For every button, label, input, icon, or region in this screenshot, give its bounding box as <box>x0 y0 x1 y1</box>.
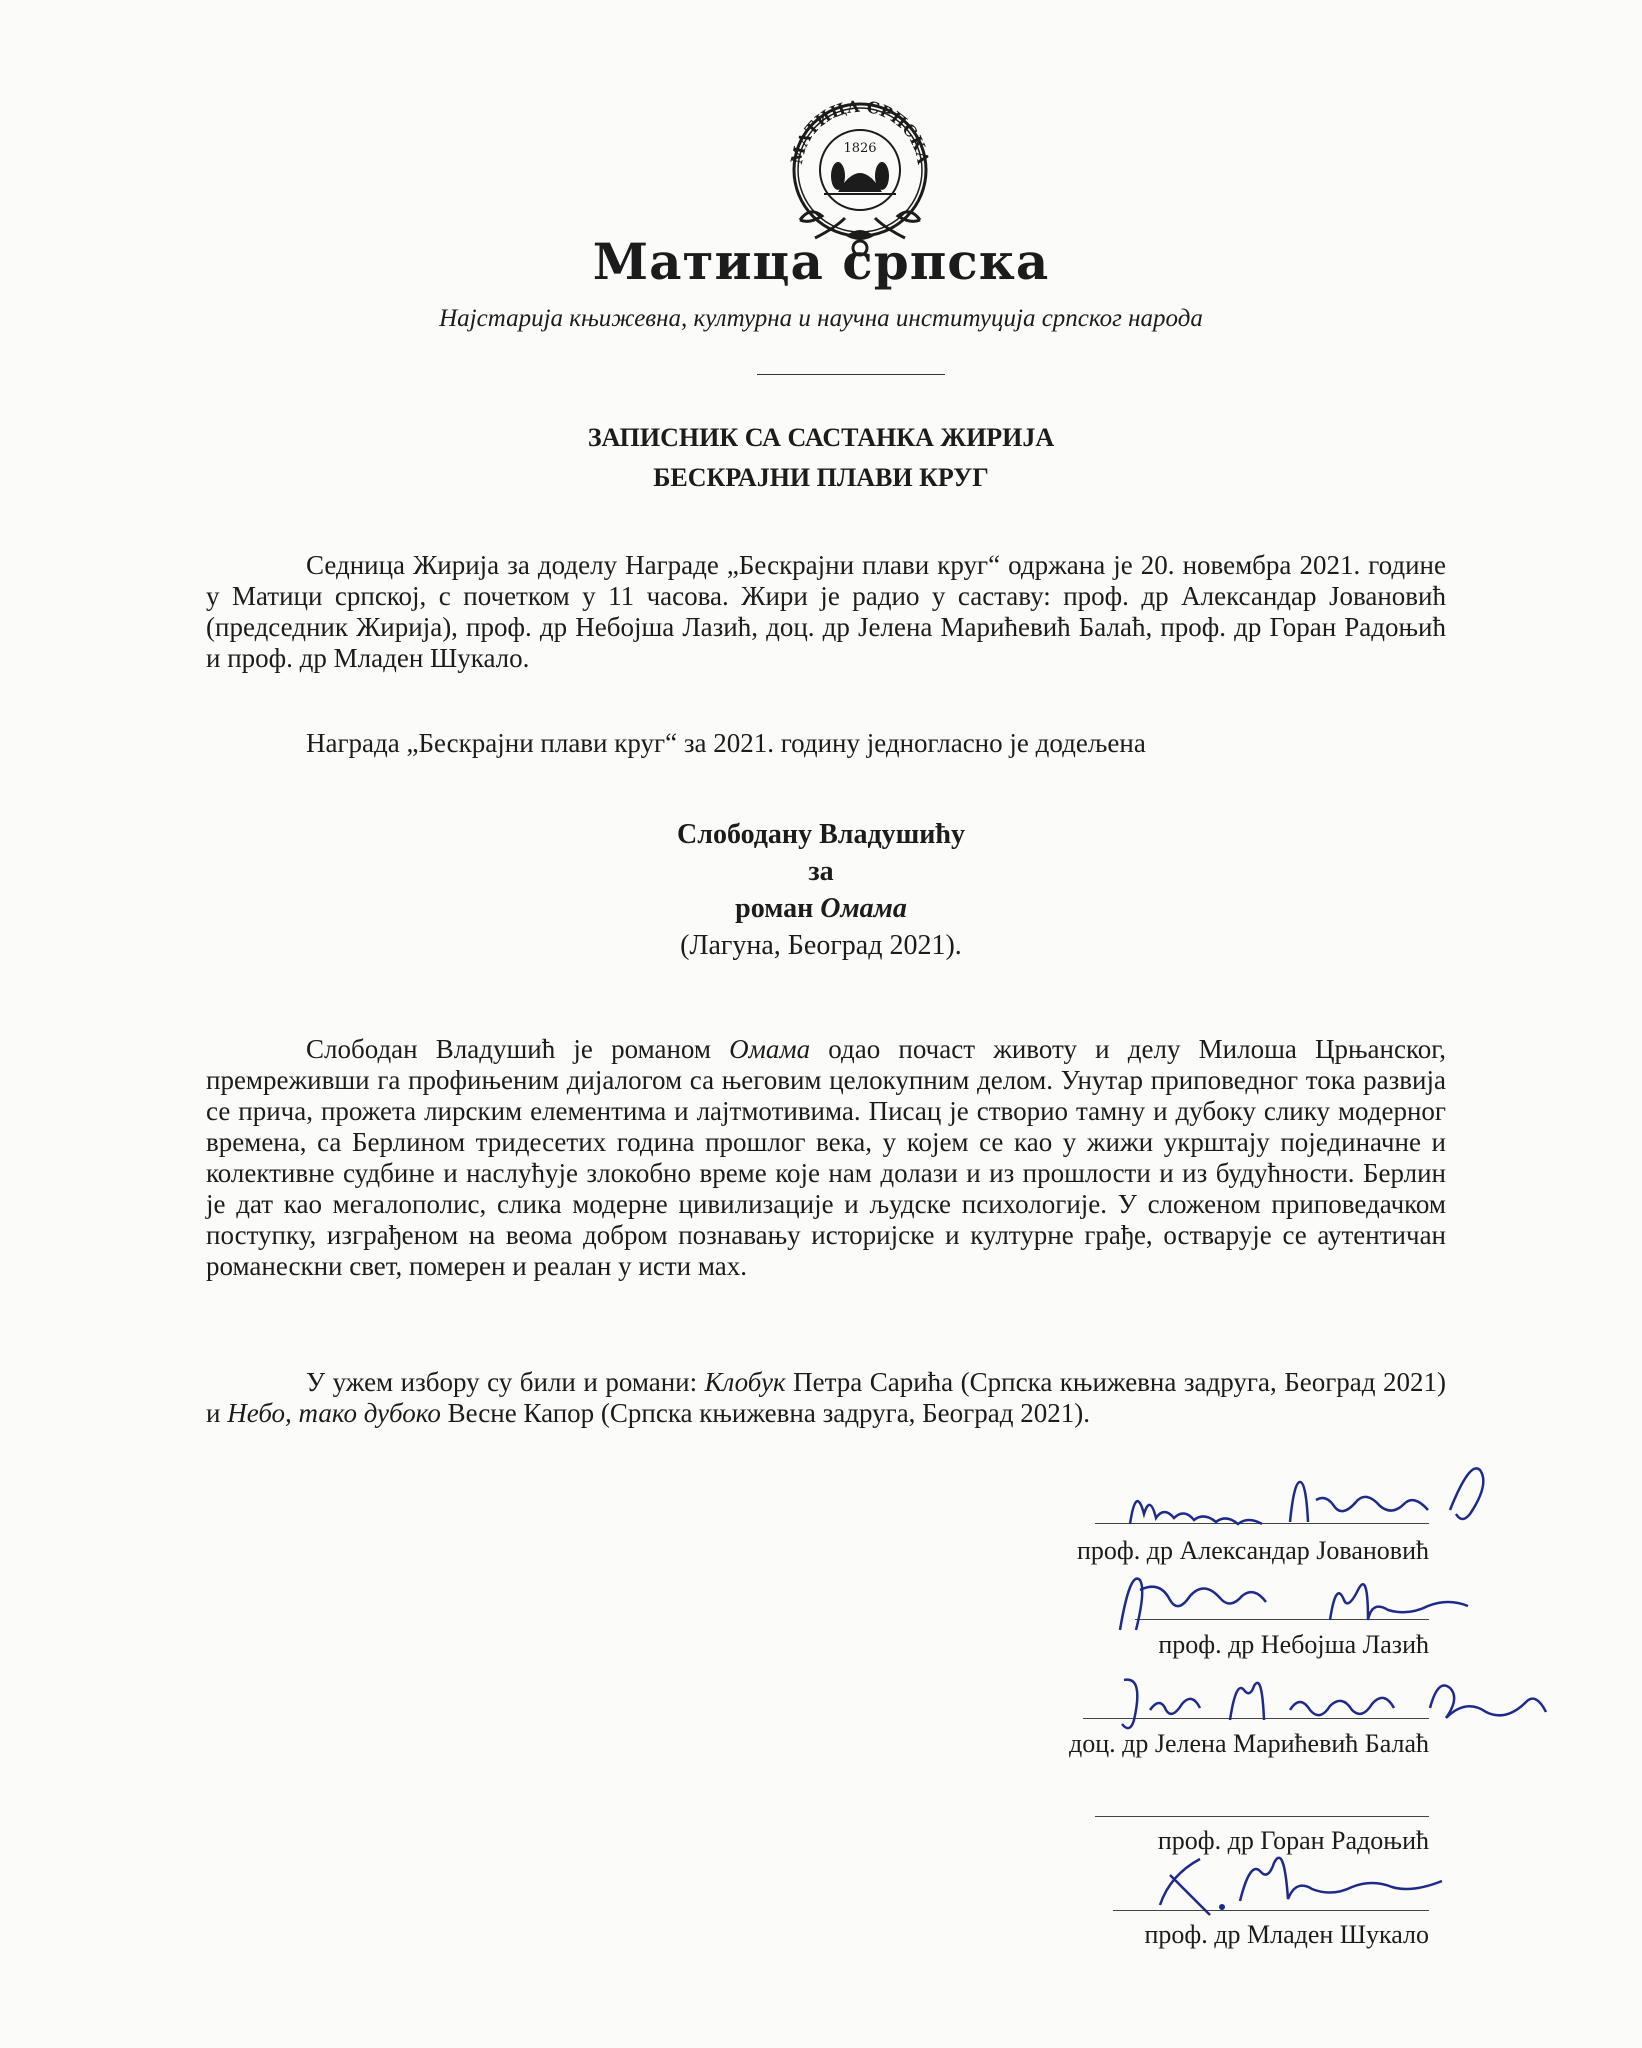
rationale-text-1: Слободан Владушић је романом <box>306 1034 730 1064</box>
shortlist-text-1: У ужем избору су били и романи: <box>306 1367 705 1397</box>
signatory-5: проф. др Младен Шукало <box>1144 1920 1429 1949</box>
paragraph-award: Награда „Бескрајни плави круг“ за 2021. годину једногласно је додељена <box>306 728 1146 758</box>
award-for: за <box>808 856 834 887</box>
signatory-1: проф. др Александар Јовановић <box>1076 1536 1429 1565</box>
award-block <box>0 816 1642 964</box>
shortlist-text-3: Весне Капор (Српска књижевна задруга, Београд 2021). <box>440 1398 1090 1428</box>
shortlist-book-1: Клобук <box>704 1367 786 1397</box>
award-novel-prefix: роман <box>735 893 821 924</box>
award-publisher: (Лагуна, Београд 2021). <box>680 930 962 961</box>
signature-jovanovic <box>1120 1460 1520 1540</box>
signature-maricevic-balac <box>1110 1660 1590 1740</box>
shortlist-text-2: Петра Сарића (Српска књижевна задруга, Београд 2021) и <box>206 1367 1446 1428</box>
award-novel <box>0 890 1642 927</box>
signatory-3: доц. др Јелена Марићевић Балаћ <box>1068 1729 1429 1758</box>
organization-name: Матица српска <box>592 232 1050 291</box>
paragraph-shortlist <box>206 1367 1446 1429</box>
organization-tagline: Најстарија књижевна, културна и научна институција српског народа <box>439 305 1203 332</box>
seal-arc-text: МАТИЦА СРПСКА <box>786 96 933 166</box>
signatory-4: проф. др Горан Радоњић <box>1157 1826 1429 1855</box>
signature-sukalo <box>1140 1845 1540 1925</box>
rationale-novel-title: Омама <box>729 1034 811 1064</box>
paragraph-session: Седница Жирија за доделу Награде „Бескрајни плави круг“ одржана је 20. новембра 2021. године у Матици српској, с почетком у 11 часова. Жири је радио у саставу: проф. др Александар Јовановић (председник Жирија), проф. др Небојша Лазић, доц. др Јелена Марићевић Балаћ, проф. др Горан Радоњић и проф. др Младен Шукало. <box>206 550 1446 673</box>
award-recipient: Слободану Владушићу <box>677 819 965 850</box>
title-line-1: ЗАПИСНИК СА САСТАНКА ЖИРИЈА <box>587 423 1055 452</box>
award-novel-title: Омама <box>820 893 907 924</box>
signature-lazic <box>1100 1560 1540 1640</box>
paragraph-rationale <box>206 1034 1446 1282</box>
seal-year: 1826 <box>843 141 877 156</box>
shortlist-book-2: Небо, тако дубоко <box>227 1398 441 1428</box>
rationale-text-2: одао почаст животу и делу Милоша Црњанског, премреживши га профињеним дијалогом са његовим целокупним делом. Унутар приповедног тока развија се прича, прожета лирским елементима и лајтмотивима. Писац је створио тамну и дубоку слику модерног времена, са Берлином тридесетих година прошлог века, у којем се као у жижи укрштају појединачне и колективне судбине и наслућује злокобно време које нам долази и из прошлости и из будућности. Берлин је дат као мегалополис, слика модерне цивилизације и људске психологије. У сложеном приповедачком поступку, изграђеном на веома добром познавању историјске и културне грађе, остварује се аутентичан романескни свет, померен и реалан у исти мах. <box>206 1034 1446 1281</box>
signatory-2: проф. др Небојша Лазић <box>1158 1630 1429 1659</box>
document-title <box>0 418 1642 498</box>
signature-line-4 <box>1095 1816 1429 1817</box>
title-line-2: БЕСКРАЈНИ ПЛАВИ КРУГ <box>653 463 989 492</box>
header-divider <box>757 374 945 375</box>
